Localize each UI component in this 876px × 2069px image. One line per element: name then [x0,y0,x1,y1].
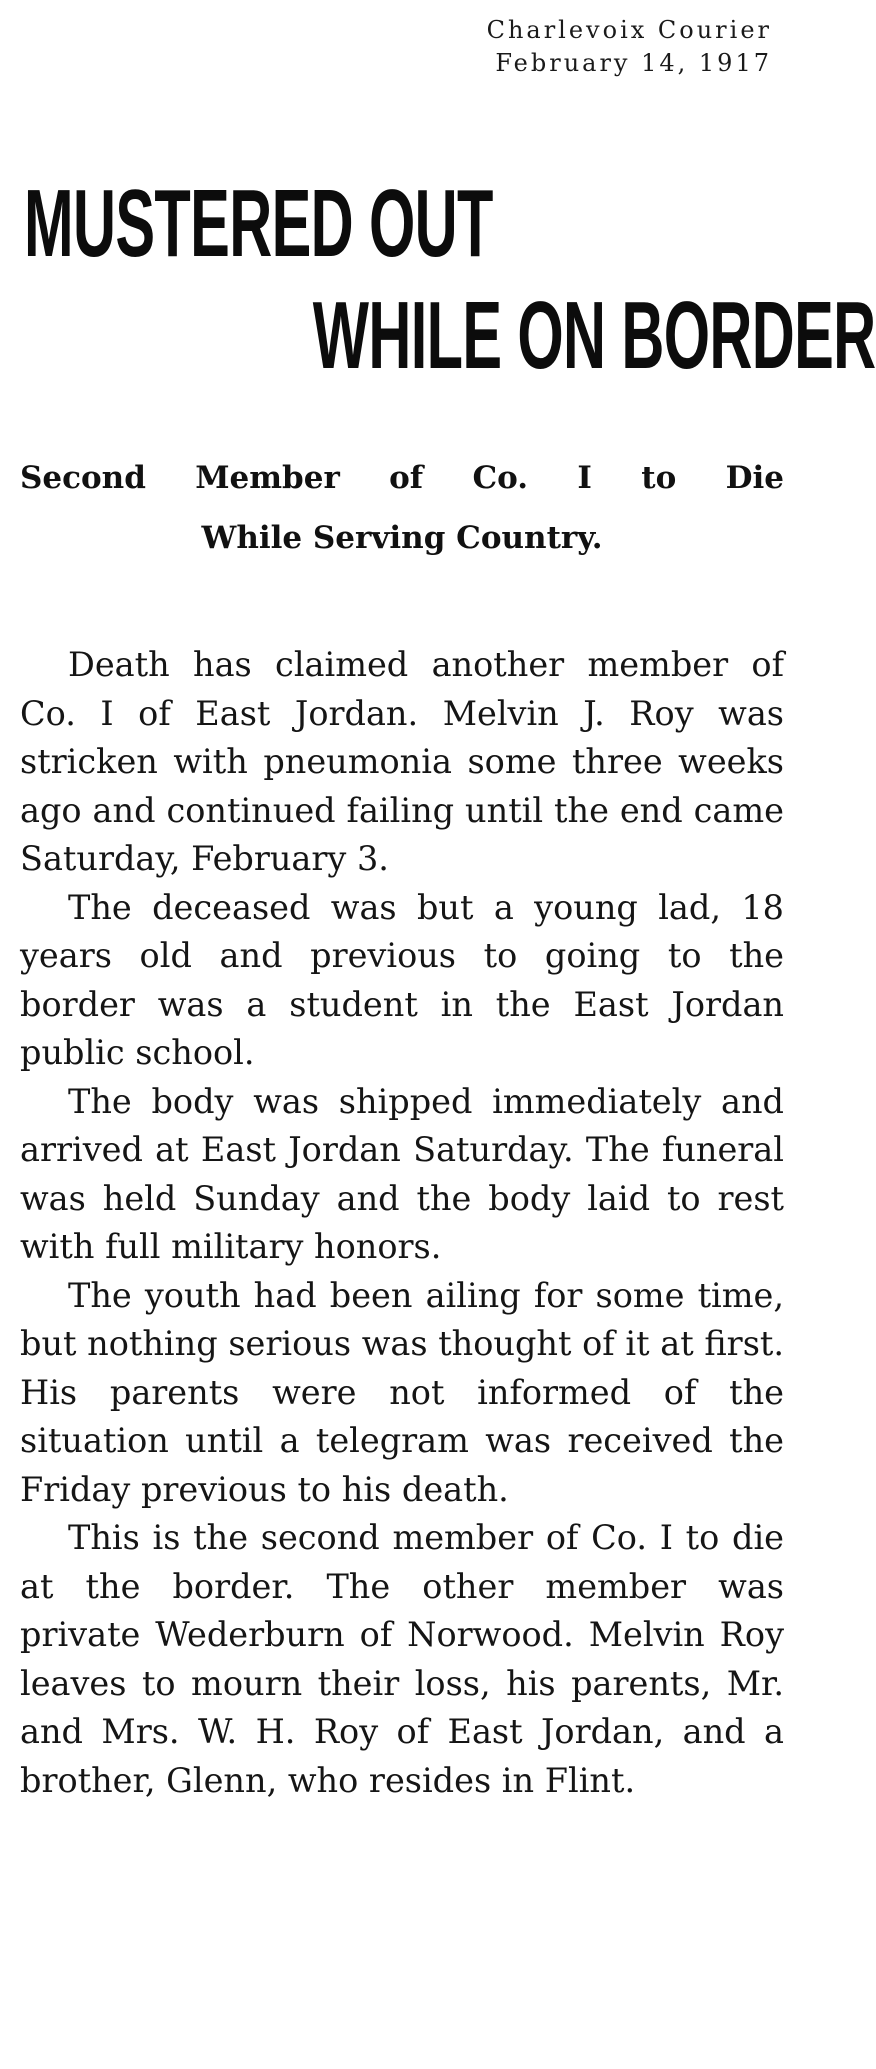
article-paragraph: This is the second member of Co. I to die at the border. The other member was private Wederburn of Norwood. Melvin Roy leaves to mourn their loss, his parents, Mr. and Mrs. W. H. Roy of East Jordan, and a brother, Glenn, who resides in Flint. [20,1518,784,1800]
publication-date: February 14, 1917 [495,49,772,77]
article-paragraph: The deceased was but a young lad, 18 years old and previous to going to the border was a student in the East Jordan public school. [20,887,784,1072]
article-body [20,641,784,1805]
headline-line-2: WHILE ON BORDER [312,282,876,389]
masthead [487,14,772,80]
newspaper-name: Charlevoix Courier [486,16,772,44]
headline [24,168,876,392]
subheadline-line-2: While Serving Country. [201,520,603,556]
headline-line-1: MUSTERED OUT [24,170,493,277]
article-paragraph: The youth had been ailing for some time, but nothing serious was thought of it at first. His parents were not informed of the situation until a telegram was received the Friday previous to his death. [20,1275,784,1509]
subheadline-line-1: Second Member of Co. I to Die [20,460,784,496]
article-paragraph: Death has claimed another member of Co. I of East Jordan. Melvin J. Roy was stricken with pneumonia some three weeks ago and continued failing until the end came Saturday, February 3. [20,645,784,878]
subheadline [20,448,784,568]
article-paragraph: The body was shipped immediately and arrived at East Jordan Saturday. The funeral was held Sunday and the body laid to rest with full military honors. [20,1081,784,1266]
